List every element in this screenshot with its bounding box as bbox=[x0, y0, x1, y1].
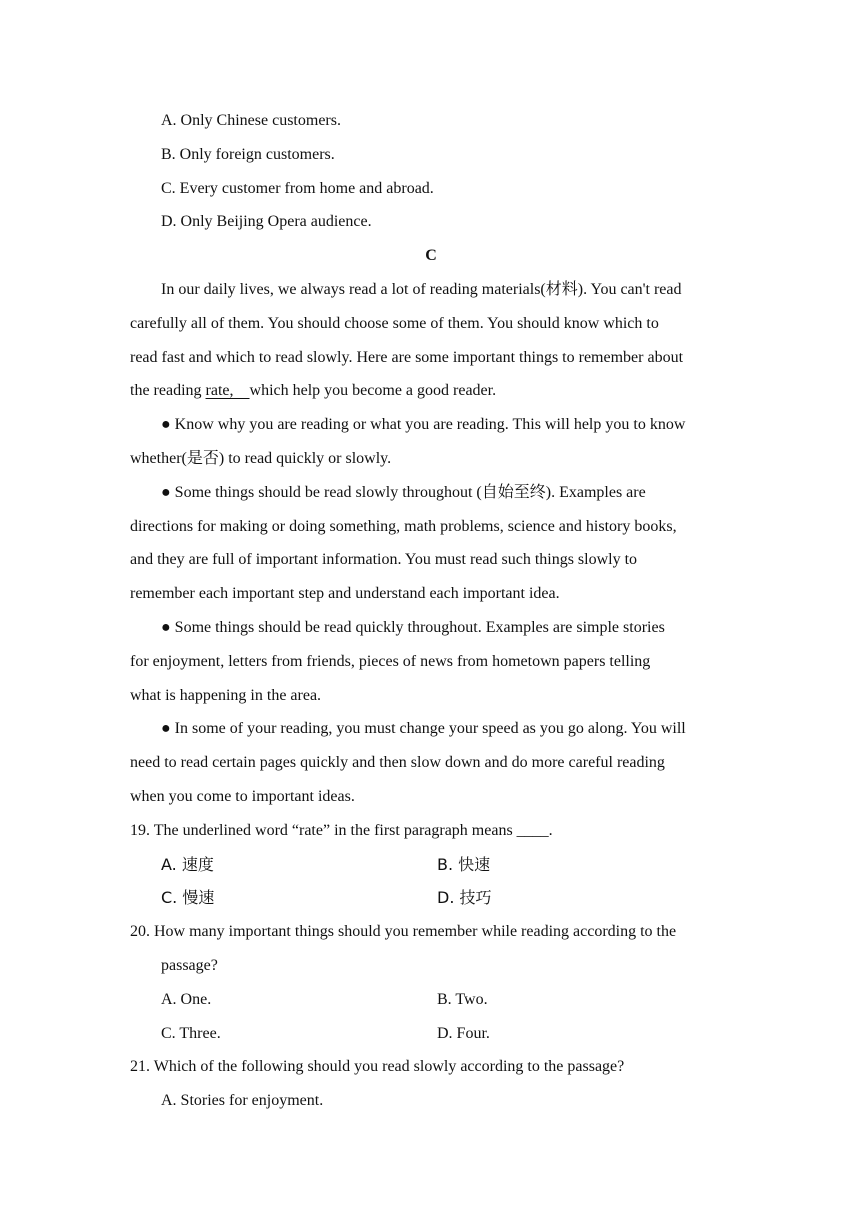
passage-line bbox=[130, 374, 732, 408]
q19-option-d: D. 技巧 bbox=[437, 888, 492, 908]
option-c: C. Every customer from home and abroad. bbox=[161, 179, 434, 197]
section-label: C bbox=[425, 247, 437, 265]
passage-line: read fast and which to read slowly. Here are some important things to remember about bbox=[130, 348, 684, 366]
passage-line: for enjoyment, letters from friends, pieces of news from hometown papers telling bbox=[130, 652, 651, 670]
q20-option-c: C. Three. bbox=[161, 1024, 221, 1042]
question-21-stem: 21. Which of the following should you read slowly according to the passage? bbox=[130, 1058, 625, 1076]
bullet-line: ● Some things should be read quickly throughout. Examples are simple stories bbox=[161, 618, 665, 636]
option-b: B. Only foreign customers. bbox=[161, 145, 335, 163]
q20-option-a: A. One. bbox=[161, 990, 212, 1008]
option-a: A. Only Chinese customers. bbox=[161, 112, 341, 129]
q21-option-a: A. Stories for enjoyment. bbox=[161, 1092, 324, 1110]
passage-line: In our daily lives, we always read a lot of reading materials(材料). You can't read bbox=[161, 280, 682, 298]
q20-option-b: B. Two. bbox=[437, 990, 488, 1008]
bullet-line: ● Know why you are reading or what you are reading. This will help you to know bbox=[161, 416, 686, 434]
bullet-line: ● Some things should be read slowly throughout (自始至终). Examples are bbox=[161, 483, 646, 501]
q19-option-c: C. 慢速 bbox=[161, 888, 215, 908]
question-20-stem: 20. How many important things should you remember while reading according to the bbox=[130, 923, 677, 941]
text-segment: which help you become a good reader. bbox=[249, 382, 497, 400]
document-page bbox=[130, 104, 732, 1118]
question-20-options-row bbox=[130, 1017, 732, 1051]
question-20-stem-cont: passage? bbox=[161, 956, 218, 974]
question-19-options-row bbox=[130, 881, 732, 915]
question-19-options-row bbox=[130, 848, 732, 882]
underlined-word-rate: rate, bbox=[205, 382, 250, 400]
passage-line: directions for making or doing something, math problems, science and history books, bbox=[130, 517, 677, 535]
text-segment: the reading bbox=[130, 382, 206, 400]
passage-line: when you come to important ideas. bbox=[130, 787, 355, 805]
passage-line: carefully all of them. You should choose some of them. You should know which to bbox=[130, 314, 659, 332]
q20-option-d: D. Four. bbox=[437, 1024, 490, 1042]
passage-line: remember each important step and understand each important idea. bbox=[130, 585, 560, 603]
passage-line: need to read certain pages quickly and then slow down and do more careful reading bbox=[130, 754, 665, 772]
passage-line: whether(是否) to read quickly or slowly. bbox=[130, 449, 392, 467]
option-d: D. Only Beijing Opera audience. bbox=[161, 213, 372, 231]
passage-line: and they are full of important information. You must read such things slowly to bbox=[130, 551, 638, 569]
bullet-line: ● In some of your reading, you must change your speed as you go along. You will bbox=[161, 720, 686, 738]
passage-line: what is happening in the area. bbox=[130, 686, 322, 704]
q19-option-b: B. 快速 bbox=[437, 854, 491, 874]
q19-option-a: A. 速度 bbox=[161, 854, 214, 874]
question-20-options-row bbox=[130, 983, 732, 1017]
question-19-stem: 19. The underlined word “rate” in the first paragraph means ____. bbox=[130, 821, 553, 839]
